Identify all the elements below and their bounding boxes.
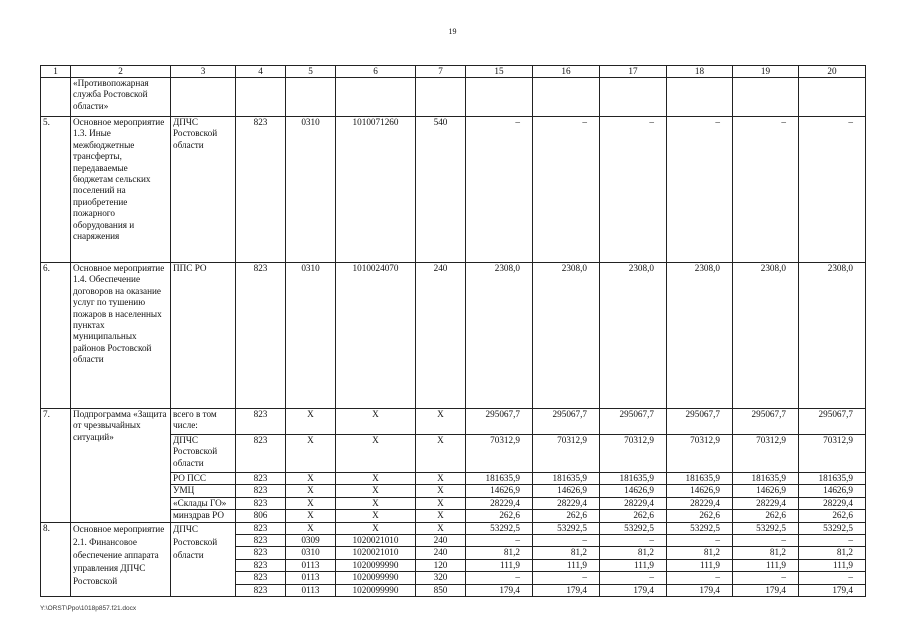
- responsible-executor: ДПЧС Ростовской области: [171, 435, 236, 473]
- amount-cell: 295067,7: [466, 409, 533, 435]
- vr-code: 240: [416, 535, 466, 547]
- amount-cell: 181635,9: [799, 473, 866, 485]
- amount-cell: 2308,0: [667, 263, 733, 409]
- program-name: Основное мероприятие 1.4. Обеспечение договоров на оказание услуг по тушению пожаров в населенных пунктах муниципальных районов Ростовской области: [71, 263, 171, 409]
- responsible-executor: УМЦ: [171, 485, 236, 497]
- budget-table: [40, 65, 866, 597]
- amount-cell: 181635,9: [733, 473, 799, 485]
- amount-cell: –: [799, 572, 866, 584]
- grbs-code: 823: [236, 435, 286, 473]
- csr-code: 1020099990: [336, 584, 416, 596]
- amount-cell: 81,2: [533, 547, 600, 559]
- responsible-executor: ДПЧС Ростовской области: [171, 522, 236, 596]
- csr-code: Х: [336, 497, 416, 509]
- amount-cell: 53292,5: [533, 522, 600, 534]
- amount-cell: [533, 78, 600, 117]
- amount-cell: 70312,9: [533, 435, 600, 473]
- rzpr-code: Х: [286, 435, 336, 473]
- column-number: 17: [600, 66, 667, 78]
- amount-cell: 81,2: [733, 547, 799, 559]
- amount-cell: –: [600, 117, 667, 263]
- amount-cell: 179,4: [466, 584, 533, 596]
- amount-cell: [466, 78, 533, 117]
- amount-cell: 28229,4: [533, 497, 600, 509]
- amount-cell: –: [533, 117, 600, 263]
- amount-cell: [733, 78, 799, 117]
- grbs-code: 823: [236, 473, 286, 485]
- csr-code: 1010071260: [336, 117, 416, 263]
- amount-cell: 111,9: [799, 559, 866, 571]
- amount-cell: –: [466, 117, 533, 263]
- rzpr-code: 0310: [286, 263, 336, 409]
- csr-code: 1020099990: [336, 572, 416, 584]
- amount-cell: 295067,7: [533, 409, 600, 435]
- vr-code: Х: [416, 473, 466, 485]
- amount-cell: 262,6: [733, 510, 799, 522]
- csr-code: 1010024070: [336, 263, 416, 409]
- vr-code: 240: [416, 547, 466, 559]
- column-number: 1: [41, 66, 71, 78]
- amount-cell: 28229,4: [466, 497, 533, 509]
- amount-cell: 295067,7: [600, 409, 667, 435]
- grbs-code: 823: [236, 263, 286, 409]
- grbs-code: 823: [236, 547, 286, 559]
- amount-cell: –: [799, 535, 866, 547]
- column-number: 19: [733, 66, 799, 78]
- amount-cell: 111,9: [533, 559, 600, 571]
- rzpr-code: 0310: [286, 117, 336, 263]
- rzpr-code: Х: [286, 510, 336, 522]
- csr-code: Х: [336, 473, 416, 485]
- amount-cell: 14626,9: [733, 485, 799, 497]
- subprogram-name: Подпрограмма «Защита от чрезвычайных ситуаций»: [71, 409, 171, 523]
- amount-cell: –: [533, 572, 600, 584]
- amount-cell: 81,2: [799, 547, 866, 559]
- rzpr-code: Х: [286, 409, 336, 435]
- rzpr-code: 0113: [286, 572, 336, 584]
- amount-cell: [667, 78, 733, 117]
- amount-cell: –: [667, 117, 733, 263]
- file-path-footer: Y:\ORST\Ppo\1018p857.f21.docx: [40, 605, 137, 612]
- grbs-code: 823: [236, 497, 286, 509]
- amount-cell: 14626,9: [466, 485, 533, 497]
- amount-cell: 81,2: [667, 547, 733, 559]
- grbs-code: 823: [236, 485, 286, 497]
- rzpr-code: Х: [286, 497, 336, 509]
- csr-code: Х: [336, 510, 416, 522]
- vr-code: Х: [416, 409, 466, 435]
- amount-cell: 179,4: [667, 584, 733, 596]
- row-number: 7.: [41, 409, 71, 523]
- row-number: 5.: [41, 117, 71, 263]
- page-number: 19: [448, 27, 457, 36]
- grbs-code: 823: [236, 409, 286, 435]
- amount-cell: 262,6: [533, 510, 600, 522]
- csr-code: Х: [336, 435, 416, 473]
- amount-cell: 111,9: [733, 559, 799, 571]
- column-number: 3: [171, 66, 236, 78]
- amount-cell: 111,9: [600, 559, 667, 571]
- vr-code: Х: [416, 522, 466, 534]
- responsible-executor: ДПЧС Ростовской области: [171, 117, 236, 263]
- amount-cell: 2308,0: [600, 263, 667, 409]
- amount-cell: –: [799, 117, 866, 263]
- amount-cell: –: [733, 535, 799, 547]
- rzpr-code: Х: [286, 522, 336, 534]
- rzpr-code: 0113: [286, 584, 336, 596]
- amount-cell: 81,2: [466, 547, 533, 559]
- amount-cell: –: [466, 535, 533, 547]
- rzpr-code: [286, 78, 336, 117]
- table-row: [41, 263, 866, 409]
- program-name: «Противопожарная служба Ростовской области»: [71, 78, 171, 117]
- amount-cell: 70312,9: [600, 435, 667, 473]
- column-number: 5: [286, 66, 336, 78]
- amount-cell: 2308,0: [799, 263, 866, 409]
- csr-code: 1020021010: [336, 547, 416, 559]
- column-number: 6: [336, 66, 416, 78]
- amount-cell: 111,9: [466, 559, 533, 571]
- csr-code: Х: [336, 409, 416, 435]
- grbs-code: 823: [236, 522, 286, 534]
- header-row: [41, 66, 866, 78]
- table-row: [41, 522, 866, 534]
- table-row: [41, 409, 866, 435]
- row-number: [41, 78, 71, 117]
- amount-cell: 2308,0: [533, 263, 600, 409]
- csr-code: Х: [336, 485, 416, 497]
- grbs-code: 823: [236, 559, 286, 571]
- amount-cell: 295067,7: [733, 409, 799, 435]
- amount-cell: –: [733, 572, 799, 584]
- amount-cell: 81,2: [600, 547, 667, 559]
- amount-cell: 14626,9: [533, 485, 600, 497]
- rzpr-code: 0309: [286, 535, 336, 547]
- amount-cell: 181635,9: [667, 473, 733, 485]
- amount-cell: 53292,5: [466, 522, 533, 534]
- amount-cell: 262,6: [799, 510, 866, 522]
- amount-cell: 262,6: [466, 510, 533, 522]
- amount-cell: 181635,9: [533, 473, 600, 485]
- vr-code: [416, 78, 466, 117]
- responsible-executor: ППС РО: [171, 263, 236, 409]
- amount-cell: 181635,9: [466, 473, 533, 485]
- amount-cell: 262,6: [667, 510, 733, 522]
- amount-cell: –: [600, 535, 667, 547]
- amount-cell: 70312,9: [667, 435, 733, 473]
- vr-code: Х: [416, 497, 466, 509]
- amount-cell: –: [533, 535, 600, 547]
- amount-cell: 53292,5: [600, 522, 667, 534]
- csr-code: Х: [336, 522, 416, 534]
- column-number: 18: [667, 66, 733, 78]
- csr-code: 1020021010: [336, 535, 416, 547]
- csr-code: 1020099990: [336, 559, 416, 571]
- csr-code: [336, 78, 416, 117]
- amount-cell: –: [667, 535, 733, 547]
- amount-cell: 28229,4: [733, 497, 799, 509]
- column-number: 4: [236, 66, 286, 78]
- table-row: [41, 117, 866, 263]
- rzpr-code: 0310: [286, 547, 336, 559]
- responsible-executor: всего в том числе:: [171, 409, 236, 435]
- amount-cell: 179,4: [733, 584, 799, 596]
- amount-cell: 14626,9: [667, 485, 733, 497]
- amount-cell: 70312,9: [733, 435, 799, 473]
- amount-cell: –: [667, 572, 733, 584]
- grbs-code: 823: [236, 117, 286, 263]
- amount-cell: 179,4: [600, 584, 667, 596]
- rzpr-code: Х: [286, 485, 336, 497]
- column-number: 7: [416, 66, 466, 78]
- grbs-code: 823: [236, 535, 286, 547]
- vr-code: Х: [416, 485, 466, 497]
- program-name: Основное мероприятие 1.3. Иные межбюджетные трансферты, передаваемые бюджетам сельских поселений на приобретение пожарного оборудования и снаряжения: [71, 117, 171, 263]
- amount-cell: 179,4: [799, 584, 866, 596]
- responsible-executor: «Склады ГО»: [171, 497, 236, 509]
- amount-cell: 28229,4: [799, 497, 866, 509]
- grbs-code: 823: [236, 584, 286, 596]
- rzpr-code: 0113: [286, 559, 336, 571]
- responsible-executor: РО ПСС: [171, 473, 236, 485]
- amount-cell: 53292,5: [667, 522, 733, 534]
- column-number: 15: [466, 66, 533, 78]
- table-row: [41, 78, 866, 117]
- amount-cell: 179,4: [533, 584, 600, 596]
- amount-cell: 295067,7: [799, 409, 866, 435]
- amount-cell: 14626,9: [799, 485, 866, 497]
- amount-cell: [799, 78, 866, 117]
- vr-code: 540: [416, 117, 466, 263]
- responsible-executor: минздрав РО: [171, 510, 236, 522]
- vr-code: 120: [416, 559, 466, 571]
- rzpr-code: Х: [286, 473, 336, 485]
- amount-cell: –: [600, 572, 667, 584]
- amount-cell: 14626,9: [600, 485, 667, 497]
- amount-cell: 295067,7: [667, 409, 733, 435]
- amount-cell: 111,9: [667, 559, 733, 571]
- amount-cell: 28229,4: [600, 497, 667, 509]
- grbs-code: 823: [236, 572, 286, 584]
- vr-code: 850: [416, 584, 466, 596]
- amount-cell: 70312,9: [466, 435, 533, 473]
- amount-cell: 181635,9: [600, 473, 667, 485]
- amount-cell: 28229,4: [667, 497, 733, 509]
- row-number: 6.: [41, 263, 71, 409]
- amount-cell: 2308,0: [466, 263, 533, 409]
- vr-code: 320: [416, 572, 466, 584]
- column-number: 2: [71, 66, 171, 78]
- amount-cell: –: [466, 572, 533, 584]
- amount-cell: [600, 78, 667, 117]
- amount-cell: 262,6: [600, 510, 667, 522]
- column-number: 16: [533, 66, 600, 78]
- amount-cell: 53292,5: [733, 522, 799, 534]
- amount-cell: 2308,0: [733, 263, 799, 409]
- column-number: 20: [799, 66, 866, 78]
- grbs-code: 806: [236, 510, 286, 522]
- grbs-code: [236, 78, 286, 117]
- amount-cell: 70312,9: [799, 435, 866, 473]
- row-number: 8.: [41, 522, 71, 596]
- vr-code: Х: [416, 435, 466, 473]
- amount-cell: –: [733, 117, 799, 263]
- vr-code: Х: [416, 510, 466, 522]
- amount-cell: 53292,5: [799, 522, 866, 534]
- vr-code: 240: [416, 263, 466, 409]
- responsible-executor: [171, 78, 236, 117]
- activity-name: Основное мероприятие 2.1. Финансовое обеспечение аппарата управления ДПЧС Ростовской: [71, 522, 171, 596]
